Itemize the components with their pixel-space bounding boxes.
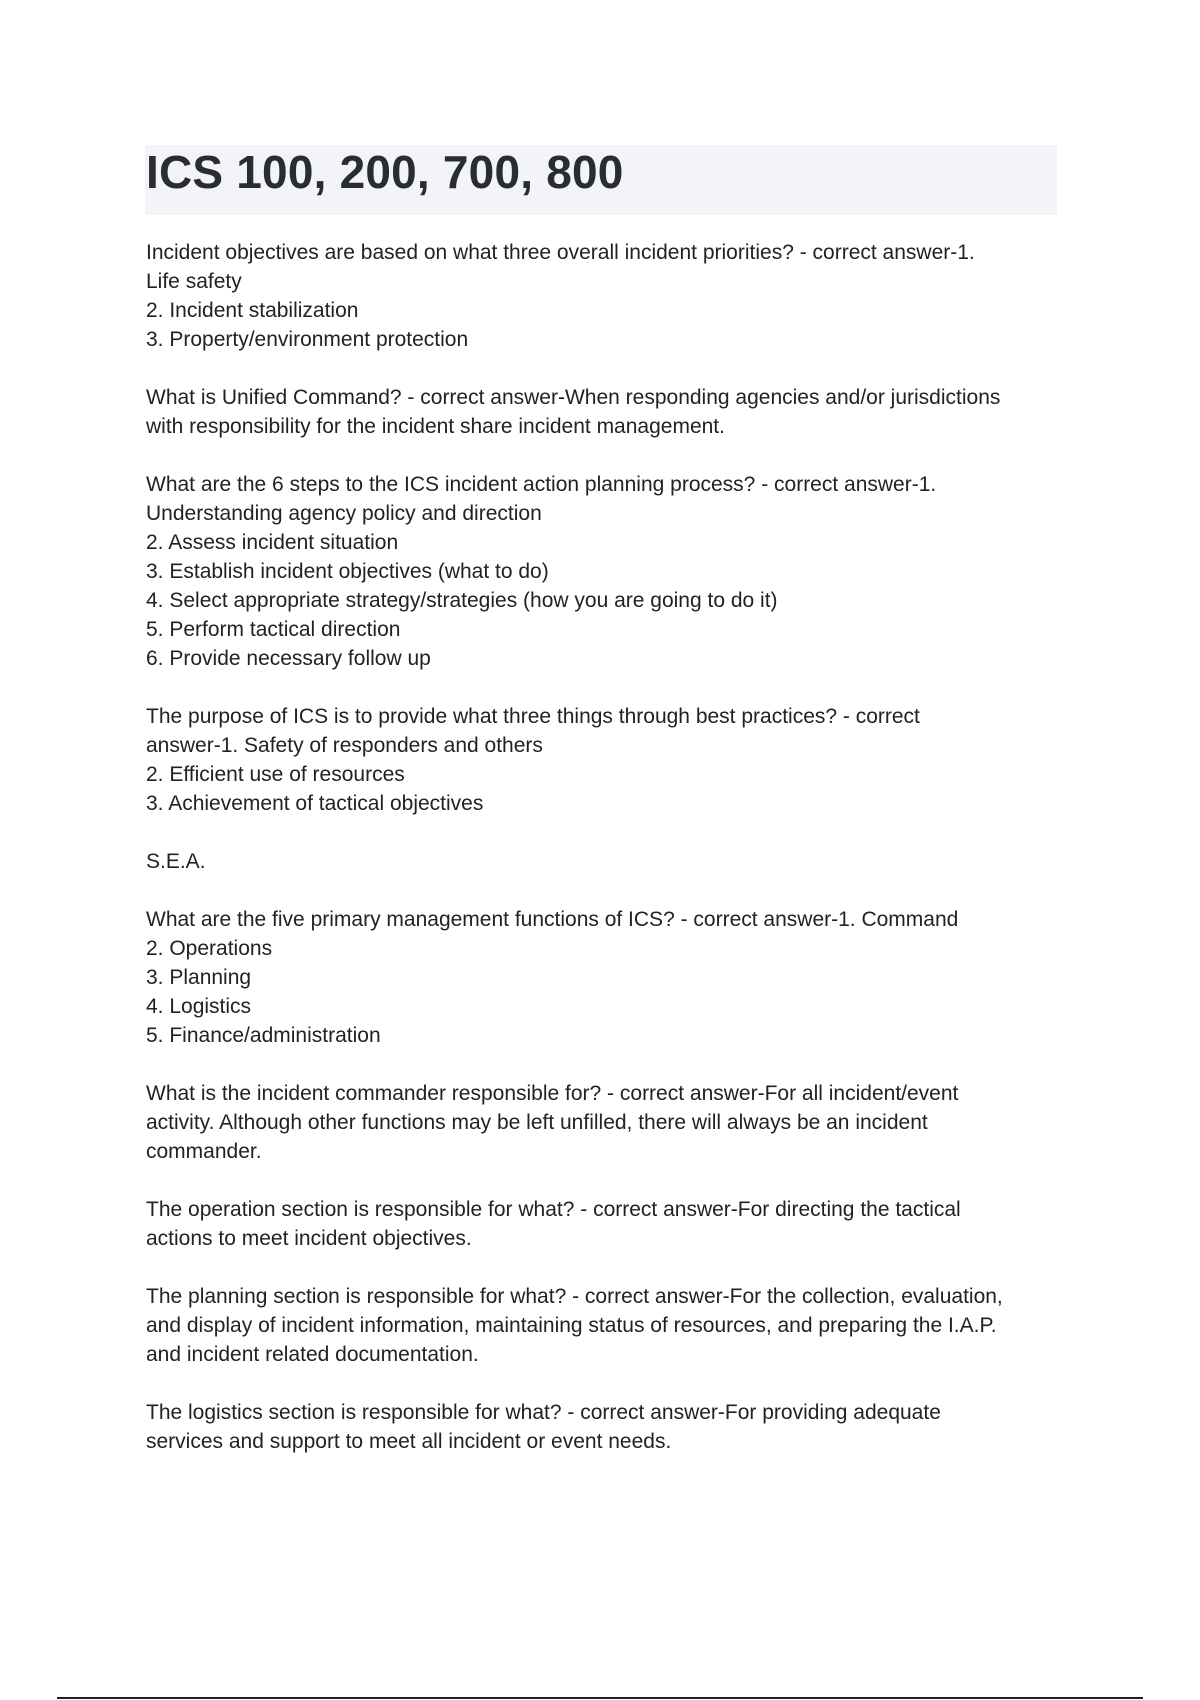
text-line: 5. Perform tactical direction xyxy=(146,618,401,641)
text-line: commander. xyxy=(146,1140,262,1163)
qa-entry xyxy=(146,470,1058,673)
text-line: The operation section is responsible for what? - correct answer-For directing the tactical xyxy=(146,1198,961,1221)
qa-entry xyxy=(146,702,1058,818)
text-line: 3. Property/environment protection xyxy=(146,328,469,351)
text-line: actions to meet incident objectives. xyxy=(146,1227,472,1250)
page-title: ICS 100, 200, 700, 800 xyxy=(146,146,624,198)
text-line: The planning section is responsible for what? - correct answer-For the collection, evaluation, xyxy=(146,1285,1003,1308)
text-line: activity. Although other functions may be left unfilled, there will always be an incident xyxy=(146,1111,928,1134)
text-line: What are the 6 steps to the ICS incident action planning process? - correct answer-1. xyxy=(146,473,937,496)
text-line: 2. Incident stabilization xyxy=(146,299,359,322)
text-line: 5. Finance/administration xyxy=(146,1024,381,1047)
qa-entry xyxy=(146,238,1058,354)
text-line: Understanding agency policy and direction xyxy=(146,502,542,525)
text-line: What are the five primary management functions of ICS? - correct answer-1. Command xyxy=(146,908,959,931)
text-line: The logistics section is responsible for what? - correct answer-For providing adequate xyxy=(146,1401,941,1424)
qa-entry xyxy=(146,1398,1058,1456)
text-line: What is the incident commander responsible for? - correct answer-For all incident/event xyxy=(146,1082,959,1105)
text-line: and display of incident information, maintaining status of resources, and preparing the I.A.P. xyxy=(146,1314,997,1337)
text-line: 3. Achievement of tactical objectives xyxy=(146,792,484,815)
qa-entry xyxy=(146,383,1058,441)
text-line: with responsibility for the incident share incident management. xyxy=(146,415,725,438)
text-line: S.E.A. xyxy=(146,850,206,873)
text-line: 4. Logistics xyxy=(146,995,252,1018)
text-line: The purpose of ICS is to provide what three things through best practices? - correct xyxy=(146,705,920,728)
footer-rule xyxy=(57,1697,1143,1699)
text-line: Life safety xyxy=(146,270,242,293)
qa-entry xyxy=(146,1282,1058,1369)
text-line: answer-1. Safety of responders and others xyxy=(146,734,543,757)
text-line: 2. Assess incident situation xyxy=(146,531,399,554)
text-line: 2. Operations xyxy=(146,937,273,960)
text-line: 6. Provide necessary follow up xyxy=(146,647,431,670)
text-line: What is Unified Command? - correct answer-When responding agencies and/or jurisdictions xyxy=(146,386,1001,409)
text-line: 3. Planning xyxy=(146,966,252,989)
text-line: services and support to meet all incident or event needs. xyxy=(146,1430,672,1453)
qa-list xyxy=(146,238,1058,1485)
qa-entry xyxy=(146,847,1058,876)
qa-entry xyxy=(146,1195,1058,1253)
text-line: and incident related documentation. xyxy=(146,1343,479,1366)
text-line: 3. Establish incident objectives (what to do) xyxy=(146,560,549,583)
text-line: Incident objectives are based on what three overall incident priorities? - correct answer-1. xyxy=(146,241,975,264)
text-line: 4. Select appropriate strategy/strategies (how you are going to do it) xyxy=(146,589,778,612)
text-line: 2. Efficient use of resources xyxy=(146,763,405,786)
qa-entry xyxy=(146,905,1058,1050)
qa-entry xyxy=(146,1079,1058,1166)
